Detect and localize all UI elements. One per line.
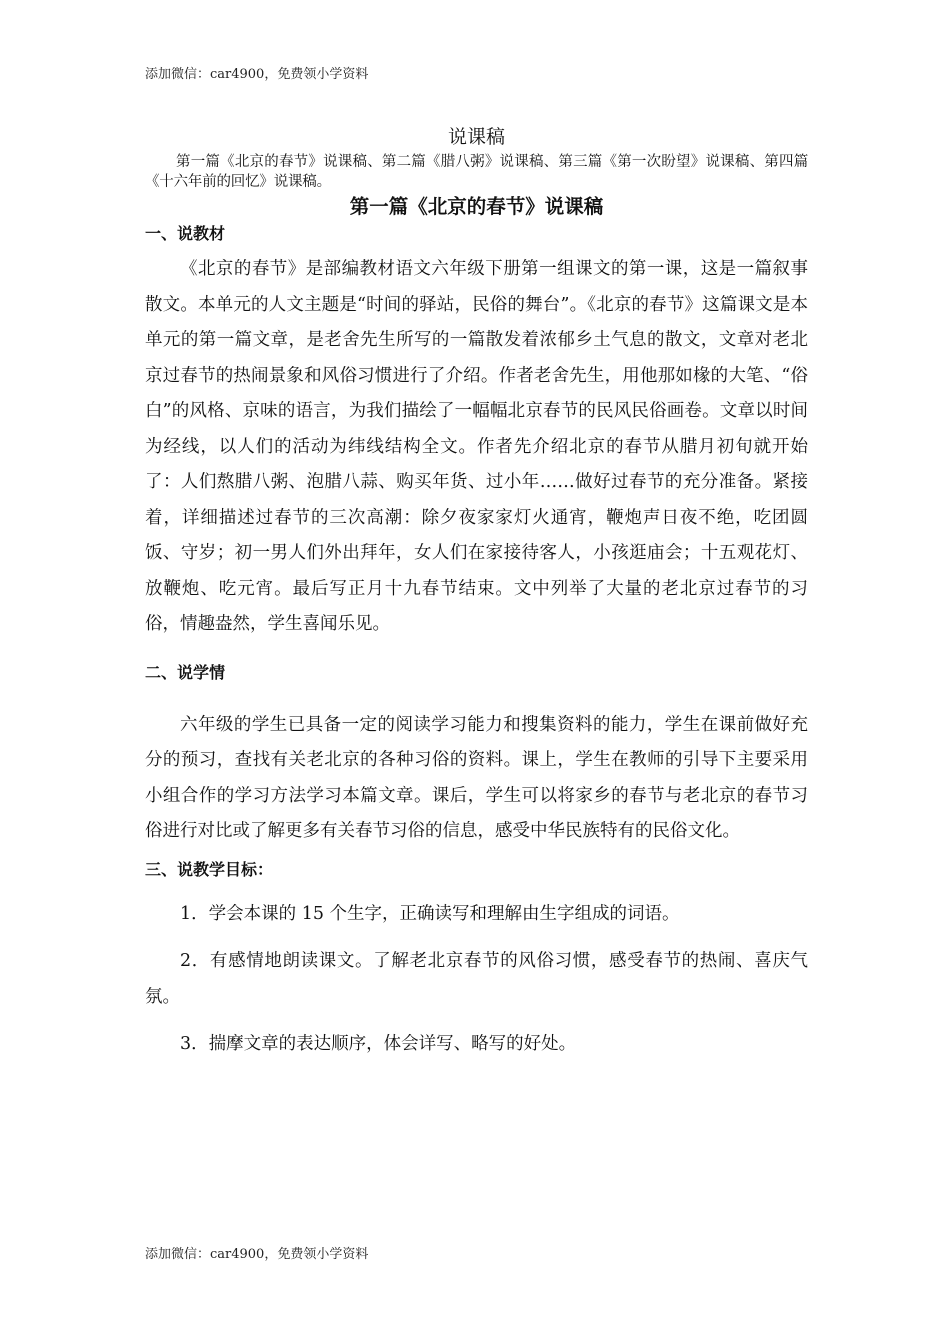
heading-textbook: 一、说教材	[145, 224, 226, 243]
goal-item: 3．揣摩文章的表达顺序，体会详写、略写的好处。	[180, 1034, 577, 1054]
paragraph-students: 六年级的学生已具备一定的阅读学习能力和搜集资料的能力，学生在课前做好充分的预习，查找有关老北京的各种习俗的资料。课上，学生在教师的引导下主要采用小组合作的学习方法学习本篇文章。课后，学生可以将家乡的春节与老北京的春节习俗进行对比或了解更多有关春节习俗的信息，感受中华民族特有的民俗文化。	[145, 714, 808, 841]
page-header-note: 添加微信：car4900，免费领小学资料	[145, 67, 369, 82]
goal-item: 1．学会本课的 15 个生字，正确读写和理解由生字组成的词语。	[180, 903, 680, 924]
intro-paragraph: 第一篇《北京的春节》说课稿、第二篇《腊八粥》说课稿、第三篇《第一次盼望》说课稿、第四篇《十六年前的回忆》说课稿。	[145, 154, 808, 190]
heading-students: 二、说学情	[145, 662, 226, 682]
section-title: 第一篇《北京的春节》说课稿	[349, 195, 604, 218]
paragraph-textbook: 《北京的春节》是部编教材语文六年级下册第一组课文的第一课，这是一篇叙事散文。本单元的人文主题是“时间的驿站，民俗的舞台”。《北京的春节》这篇课文是本单元的第一篇文章，是老舍先生所写的一篇散发着浓郁乡土气息的散文，文章对老北京过春节的热闹景象和风俗习惯进行了介绍。作者老舍先生，用他那如椽的大笔、“俗白”的风格、京味的语言，为我们描绘了一幅幅北京春节的民风民俗画卷。文章以时间为经线，以人们的活动为纬线结构全文。作者先介绍北京的春节从腊月初旬就开始了：人们熬腊八粥、泡腊八蒜、购买年货、过小年……做好过春节的充分准备。紧接着，详细描述过春节的三次高潮：除夕夜家家灯火通宵，鞭炮声日夜不绝，吃团圆饭、守岁；初一男人们外出拜年，女人们在家接待客人，小孩逛庙会；十五观花灯、放鞭炮、吃元宵。最后写正月十九春节结束。文中列举了大量的老北京过春节的习俗，情趣盎然，学生喜闻乐见。	[145, 259, 808, 634]
document-body	[145, 124, 808, 1063]
heading-goals: 三、说教学目标：	[145, 859, 274, 879]
goal-item: 2．有感情地朗读课文。了解老北京春节的风俗习惯，感受春节的热闹、喜庆气氛。	[145, 951, 808, 1007]
document-title: 说课稿	[447, 126, 505, 148]
page-footer-note: 添加微信：car4900，免费领小学资料	[145, 1247, 369, 1262]
